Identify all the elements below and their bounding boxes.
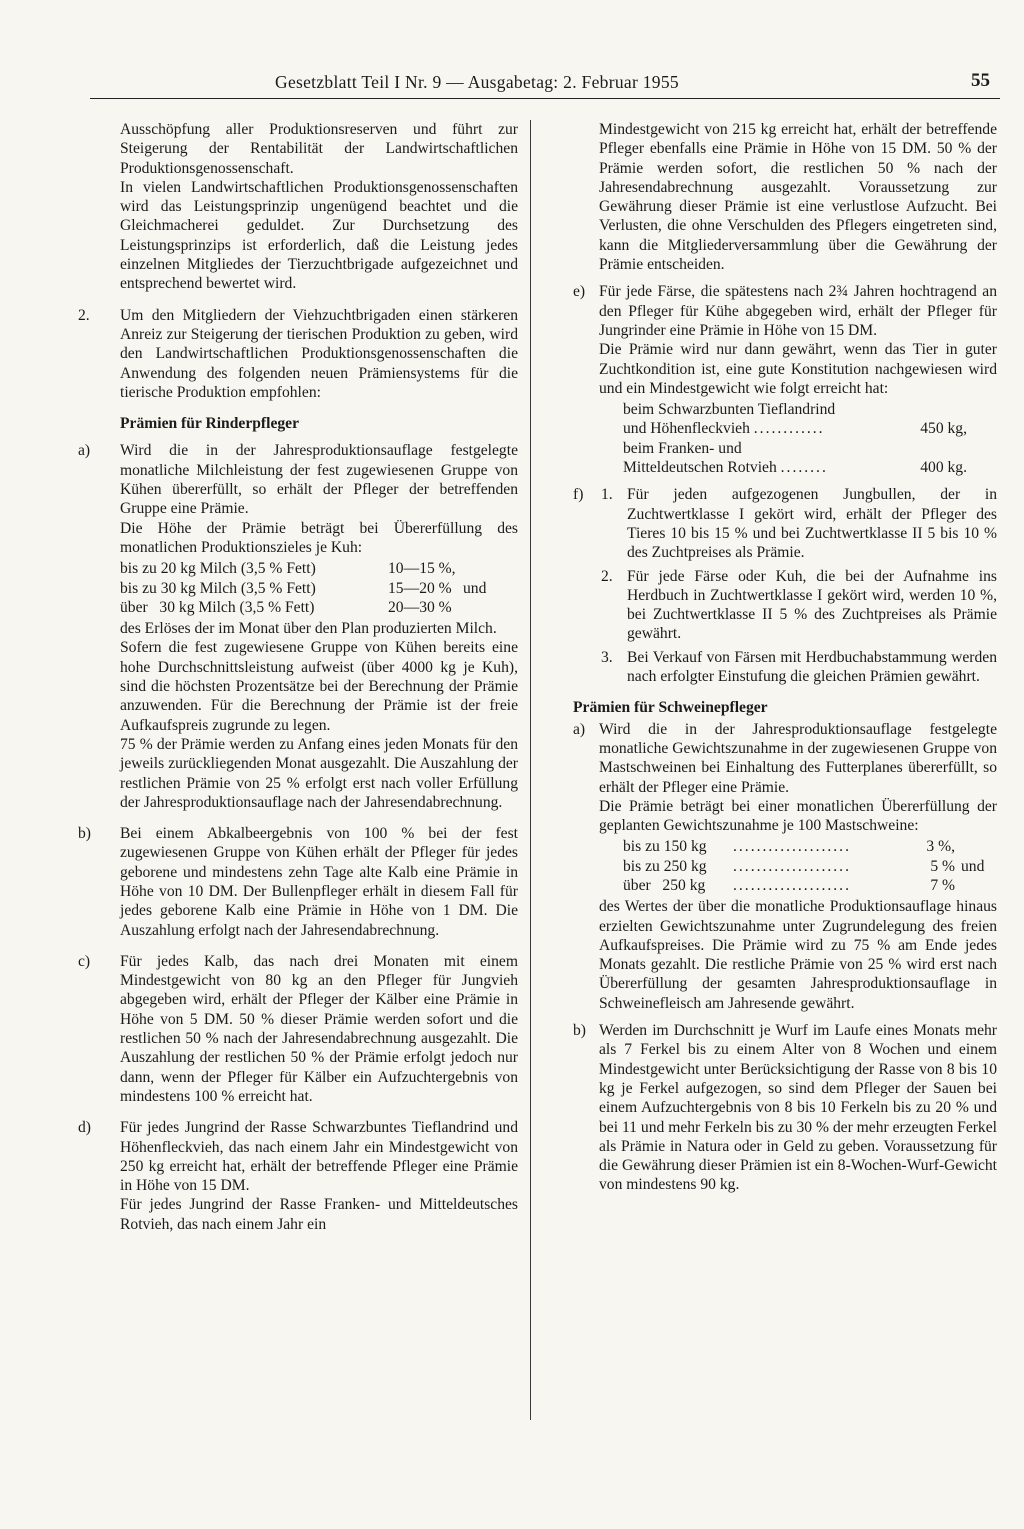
- pig-value: 5 %: [930, 857, 955, 875]
- item-d: [78, 1118, 518, 1234]
- pig-label: über 250 kg: [623, 876, 706, 894]
- pig-suffix: [955, 837, 995, 856]
- item-f-1-text: Für jeden aufgezogenen Jungbullen, der in Zuchtwertklasse I gekört wird, erhält der Pfleger des Tieres 10 bis 15 % und bei Zuchtwertklasse II 5 bis 10 % des Zuchtpreises als Prämie.: [627, 486, 997, 562]
- milk-label: über 30 kg Milch (3,5 % Fett): [120, 598, 315, 616]
- table-row: [623, 400, 967, 419]
- item-e-text: Für jede Färse, die spätestens nach 2¾ Jahren hochtragend an den Pfleger für Kühe abgegeben wird, erhält der Pfleger für Jungrinder eine Prämie in Höhe von 15 DM.: [599, 283, 997, 339]
- item-f-2-marker: 2.: [601, 567, 613, 585]
- item-f-1-marker: 1.: [601, 486, 613, 504]
- item-c-text: Für jedes Kalb, das nach drei Monaten mit einem Mindestgewicht von 80 kg an den Pfleger für Jungvieh abgegeben wird, erhält der Pfleger der Kälber eine Prämie in Höhe von 5 DM. 50 % dieser Prämie werden sofort und die restlichen 50 % nach der Jahresendabrechnung ausgezahlt. Die Auszahlung der restlichen 50 % der Prämie erfolgt jedoch nur dann, wenn der Pfleger für Kälber ein Aufzuchtergebnis von mindestens 100 % erreicht hat.: [120, 952, 518, 1105]
- item-sa-para-2: Die Prämie beträgt bei einer monatlichen Übererfüllung der geplanten Gewichtszunahme je 100 Mastschweine:: [599, 797, 997, 835]
- weight-label: Mitteldeutschen Rotvieh: [623, 459, 777, 477]
- table-row: [120, 559, 518, 578]
- item-e-para-2: Die Prämie wird nur dann gewährt, wenn das Tier in guter Zuchtkondition ist, eine gute Konstitution nachgewiesen wird und ein Mindestgewicht wie folgt erreicht hat:: [599, 341, 997, 397]
- item-sb-marker: b): [573, 1022, 586, 1040]
- milk-label: bis zu 20 kg Milch (3,5 % Fett): [120, 560, 316, 578]
- pig-value: 3 %,: [926, 838, 955, 856]
- item-sb-text: Werden im Durchschnitt je Wurf im Laufe eines Monats mehr als 7 Ferkel bis zu einem Alter von 8 Wochen und einem Mindestgewicht unter Berücksichtigung der Rasse von 8 bis 10 kg je Ferkel aufgezogen, so sind dem Pfleger der Sauen bei einem Aufzuchtergebnis von 8 bis 10 Ferkeln bis zu 20 % und bei 11 und mehr Ferkeln bis zu 30 % der mehr erzeugten Ferkel als Prämie in Natura oder in Geld zu geben. Voraussetzung für die Gewährung dieser Prämien ist ein 8-Wochen-Wurf-Gewicht von mindestens 90 kg.: [599, 1022, 997, 1194]
- item-b-text: Bei einem Abkalbeergebnis von 100 % bei der fest zugewiesenen Gruppe von Kühen erhält der Pfleger für jedes geborene und mindestens zehn Tage alte Kalb eine Prämie in Höhe von 10 DM. Der Bullenpfleger erhält in diesem Fall für jedes geborene Kalb eine Prämie in Höhe von 1 DM. Die Auszahlung erfolgt nach der Jahresendabrechnung.: [120, 825, 518, 939]
- pig-suffix: und: [961, 857, 985, 875]
- item-a-text: Wird die in der Jahresproduktionsauflage festgelegte monatliche Milchleistung der fest zugewiesenen Gruppe von Kühen übererfüllt, so erhält der Pfleger der betreffenden Gruppe eine Prämie.: [120, 442, 518, 518]
- milk-suffix: und: [463, 579, 487, 597]
- page-number: 55: [971, 70, 990, 91]
- header-title: Gesetzblatt Teil I Nr. 9 — Ausgabetag: 2. Februar 1955: [275, 72, 679, 92]
- milk-value: 15—20 %: [388, 579, 452, 597]
- item-f-marker: f): [573, 486, 584, 504]
- left-column: [78, 120, 518, 1234]
- item-2-text: Um den Mitgliedern der Viehzuchtbrigaden einen stärkeren Anreiz zur Steigerung der tierischen Produktion zu geben, wird den Landwirtschaftlichen Produktionsgenossenschaften die Anwendung des folgenden neuen Prämiensystems für die tierische Produktion empfohlen:: [120, 306, 518, 401]
- item-sa-para-3: des Wertes der über die monatliche Produktionsauflage hinaus erzielten Gewichtszunahme unter Zugrundelegung des freien Aufkaufspreises. Die Prämie wird zu 75 % am Ende jedes Monats gezahlt. Die restliche Prämie von 25 % wird erst nach Übererfüllung der gesamten Jahresproduktionsauflage in Schweinefleisch am Jahresende gewährt.: [599, 898, 997, 1012]
- item-f-3-marker: 3.: [601, 648, 613, 666]
- item-b-marker: b): [78, 825, 91, 843]
- item-e-marker: e): [573, 283, 586, 301]
- item-b: [78, 824, 518, 940]
- milk-suffix: [463, 598, 518, 617]
- item-a: [78, 441, 518, 812]
- weight-label-cell: [623, 458, 903, 477]
- weight-label: beim Franken- und: [623, 439, 742, 457]
- item-e: [573, 282, 997, 477]
- table-row: [120, 579, 518, 598]
- page-header: [90, 72, 1000, 99]
- leader-dots: ....................: [733, 838, 851, 856]
- weight-label-cell: [623, 419, 903, 438]
- heading-schweinepfleger: Prämien für Schweinepfleger: [573, 699, 768, 717]
- milk-value: 20—30 %: [388, 598, 452, 616]
- item-f: [573, 485, 997, 686]
- table-row: [623, 876, 995, 895]
- item-sa-marker: a): [573, 720, 586, 738]
- item-a-para-4: Sofern die fest zugewiesene Gruppe von Kühen bereits eine hohe Durchschnittsleistung aufweist (über 4000 kg je Kuh), sind die höchsten Prozentsätze bei der Berechnung der Prämie anzuwenden. Für die Berechnung der Prämie ist der freie Aufkaufspreis zugrunde zu legen.: [120, 639, 518, 734]
- item-f-3: [599, 648, 997, 687]
- item-2-marker: 2.: [78, 306, 90, 324]
- right-column: [573, 120, 997, 1195]
- table-row: [623, 857, 995, 876]
- table-row: [623, 439, 967, 458]
- item-d-continued: Mindestgewicht von 215 kg erreicht hat, erhält der betreffende Pfleger ebenfalls eine Prämie in Höhe von 15 DM. 50 % der Prämie werden sofort, die restlichen 50 % nach der Jahresendabrechnung ausgezahlt. Voraussetzung zur Gewährung dieser Prämie ist eine verlustlose Aufzucht. Bei Verlusten, die ohne Verschulden des Pflegers eingetreten sind, kann die Mitgliederversammlung über die Gewährung der Prämie entscheiden.: [599, 121, 997, 274]
- pig-label: bis zu 250 kg: [623, 857, 707, 875]
- leader-dots: ........: [780, 459, 828, 477]
- item-2: [78, 306, 518, 402]
- weight-label: und Höhenfleckvieh: [623, 420, 750, 438]
- weight-value: 450 kg,: [920, 420, 967, 438]
- leader-dots: ....................: [733, 876, 851, 894]
- pig-value: 7 %: [930, 876, 955, 894]
- item-c-marker: c): [78, 952, 91, 970]
- item-f-1: [599, 485, 997, 562]
- item-a-para-2: Die Höhe der Prämie beträgt bei Übererfüllung des monatlichen Produktionszieles je Kuh:: [120, 519, 518, 556]
- item-a-para-3: des Erlöses der im Monat über den Plan produzierten Milch.: [120, 620, 497, 638]
- pig-suffix: [955, 876, 995, 895]
- item-f-3-text: Bei Verkauf von Färsen mit Herdbuchabstammung werden nach erfolgter Einstufung die gleichen Prämien gewährt.: [627, 648, 997, 686]
- table-row: [623, 458, 967, 477]
- milk-suffix: [463, 559, 518, 578]
- item-f-2: [599, 567, 997, 644]
- weight-table: [623, 400, 967, 477]
- pig-label: bis zu 150 kg: [623, 838, 707, 856]
- table-row: [623, 837, 995, 856]
- item-sb: [573, 1021, 997, 1195]
- weight-value: 400 kg.: [920, 459, 967, 477]
- item-f-2-text: Für jede Färse oder Kuh, die bei der Aufnahme ins Herdbuch in Zuchtwertklasse I gekört wird, werden 10 %, bei Zuchtwertklasse II 5 % des Zuchtpreises als Prämie gewährt.: [627, 567, 997, 643]
- item-a-para-5: 75 % der Prämie werden zu Anfang eines jeden Monats für den jeweils zurückliegenden Monat ausgezahlt. Die Auszahlung der restlichen Prämie von 25 % erfolgt erst nach voller Erfüllung der Jahresproduktionsauflage nach der Jahresendabrechnung.: [120, 735, 518, 811]
- table-row: [120, 598, 518, 617]
- column-divider: [530, 120, 531, 1420]
- intro-paragraph-2: In vielen Landwirtschaftlichen Produktionsgenossenschaften wird das Leistungsprinzip ungenügend beachtet und die Gleichmacherei geduldet. Zur Durchsetzung des Leistungsprinzips ist erforderlich, daß die Leistung jedes einzelnen Mitgliedes der Tierzuchtbrigade aufgezeichnet und entsprechend bewertet wird.: [120, 178, 518, 293]
- item-d-text: Für jedes Jungrind der Rasse Schwarzbuntes Tieflandrind und Höhenfleckvieh, das nach einem Jahr ein Mindestgewicht von 250 kg erreicht hat, erhält der betreffende Pfleger eine Prämie in Höhe von 15 DM.: [120, 1119, 518, 1195]
- intro-paragraph-1: Ausschöpfung aller Produktionsreserven und führt zur Steigerung der Rentabilität der Landwirtschaftlichen Produktionsgenossenschaft.: [120, 121, 518, 177]
- item-sa-text: Wird die in der Jahresproduktionsauflage festgelegte monatliche Gewichtszunahme in der zugewiesenen Gruppe von Mastschweinen bei Einhaltung des Futterplanes übererfüllt, so erhält der Pfleger eine Prämie.: [599, 720, 997, 796]
- item-c: [78, 952, 518, 1106]
- item-sa: [573, 720, 997, 1013]
- weight-label: beim Schwarzbunten Tieflandrind: [623, 401, 836, 419]
- heading-rinderpfleger: Prämien für Rinderpfleger: [120, 415, 300, 433]
- milk-value: 10—15 %,: [388, 560, 456, 578]
- milk-label: bis zu 30 kg Milch (3,5 % Fett): [120, 579, 316, 597]
- leader-dots: ....................: [733, 857, 851, 875]
- item-a-marker: a): [78, 442, 91, 460]
- milk-table: [120, 559, 518, 617]
- table-row: [623, 419, 967, 438]
- leader-dots: ............: [753, 420, 825, 438]
- item-d-para-2: Für jedes Jungrind der Rasse Franken- und Mitteldeutsches Rotvieh, das nach einem Jahr ein: [120, 1196, 518, 1233]
- pig-table: [623, 837, 995, 895]
- item-d-marker: d): [78, 1119, 91, 1137]
